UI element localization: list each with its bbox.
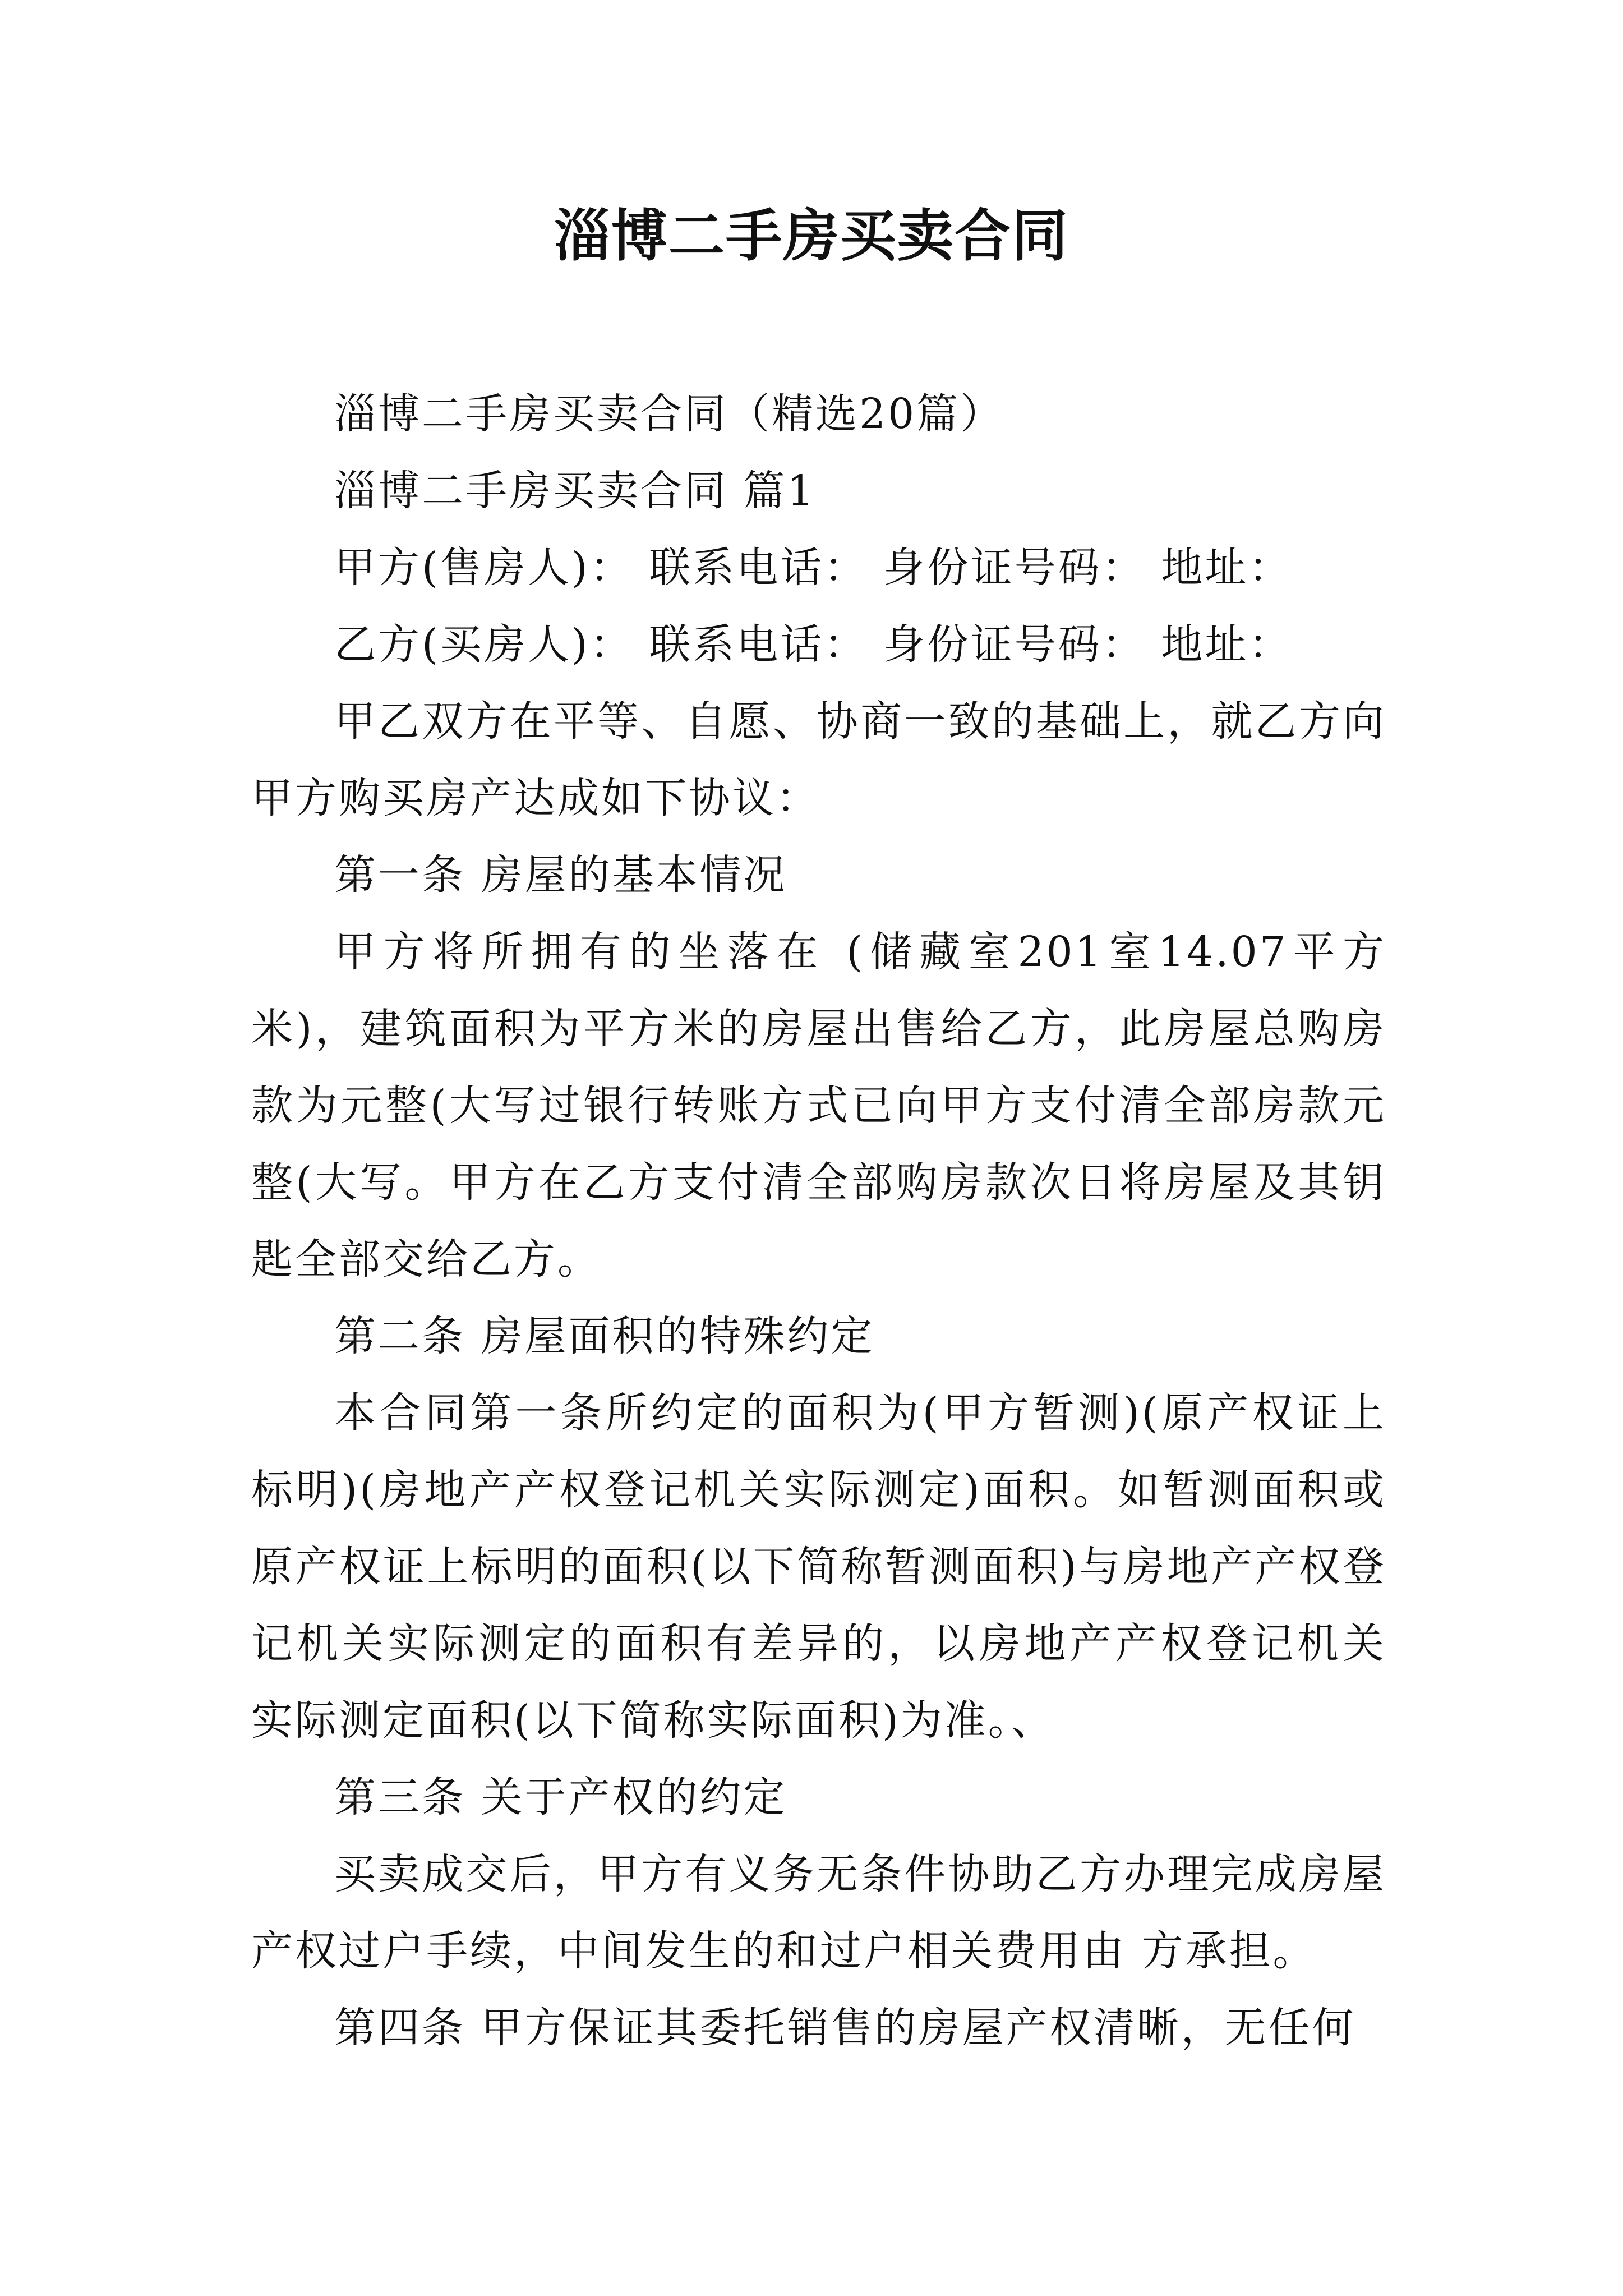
preamble-paragraph: 甲乙双方在平等、自愿、协商一致的基础上，就乙方向甲方购买房产达成如下协议：: [251, 697, 1386, 822]
article-4-body: 第四条 甲方保证其委托销售的房屋产权清晰，无任何: [334, 2004, 1356, 2052]
party-b-line: 乙方(买房人)： 联系电话： 身份证号码： 地址：: [334, 620, 1293, 669]
document-body: [251, 376, 1386, 2067]
document-title: 淄博二手房买卖合同: [554, 203, 1069, 269]
article-3-body: 买卖成交后，甲方有义务无条件协助乙方办理完成房屋产权过户手续，中间发生的和过户相关费用由 方承担。: [251, 1850, 1386, 1975]
party-a-line: 甲方(售房人)： 联系电话： 身份证号码： 地址：: [334, 544, 1293, 592]
doc-subtitle: 淄博二手房买卖合同（精选20篇）: [334, 390, 1004, 438]
article-1-body: 甲方将所拥有的坐落在 (储藏室201室14.07平方米)，建筑面积为平方米的房屋出售给乙方，此房屋总购房款为元整(大写过银行转账方式已向甲方支付清全部房款元整(大写。甲方在乙方支付清全部购房款次日将房屋及其钥匙全部交给乙方。: [251, 928, 1386, 1283]
article-1-heading: 第一条 房屋的基本情况: [334, 851, 787, 899]
article-2-body: 本合同第一条所约定的面积为(甲方暂测)(原产权证上标明)(房地产产权登记机关实际测定)面积。如暂测面积或原产权证上标明的面积(以下简称暂测面积)与房地产产权登记机关实际测定的面积有差异的，以房地产产权登记机关实际测定面积(以下简称实际面积)为准。、: [251, 1389, 1386, 1745]
article-3-heading: 第三条 关于产权的约定: [334, 1773, 787, 1821]
section-heading-part-1: 淄博二手房买卖合同 篇1: [334, 467, 816, 515]
article-2-heading: 第二条 房屋面积的特殊约定: [334, 1312, 875, 1360]
